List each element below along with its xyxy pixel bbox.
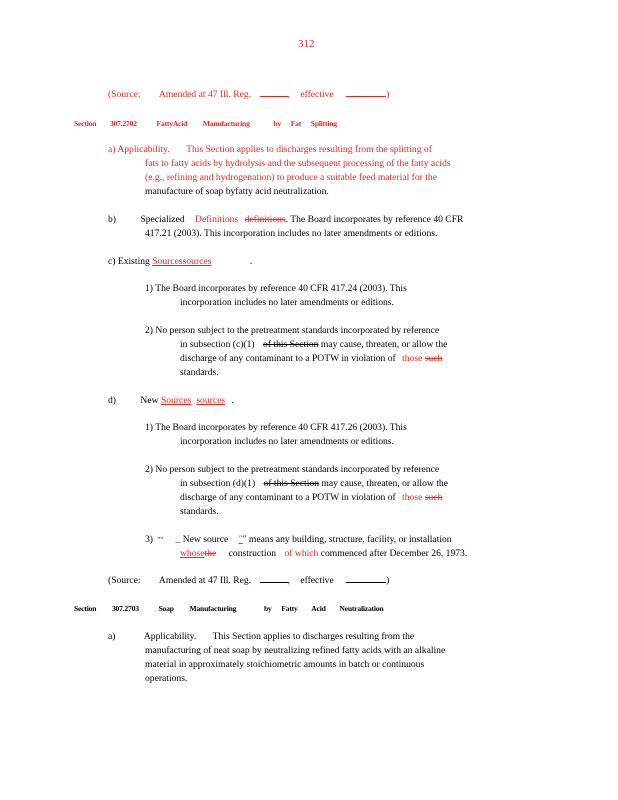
effective-blank [346, 575, 386, 583]
subsection-title: Applicability. [143, 631, 197, 642]
paragraph-line: fats to fatty acids by hydrolysis and the subsequent processing of the fatty acids [145, 158, 451, 169]
paragraph-text: in subsection (c)(1) [180, 339, 255, 350]
section-number: 307.2702 [109, 119, 137, 128]
paragraph-text: may cause, threaten, or allow the [320, 339, 448, 350]
source-comma: , [287, 575, 290, 586]
paragraph-marker: 3) [145, 534, 153, 545]
deleted-quote-mark: "" [157, 536, 164, 544]
paragraph-text: may cause, threaten, or allow the [321, 478, 448, 489]
section-title-part: Manufacturing [189, 604, 237, 613]
section-title-part: Soap [158, 604, 174, 613]
paragraph-line: . The Board incorporates by reference 40 CFR [285, 214, 464, 225]
paragraph-line: operations. [145, 673, 188, 684]
inserted-text: Sources [160, 395, 192, 406]
deleted-text: such [424, 353, 443, 364]
section-title-part: Fatty [281, 604, 298, 613]
source-label: (Source: [108, 89, 141, 100]
paragraph-line: standards. [180, 506, 219, 517]
section-heading-2702 [74, 119, 337, 128]
source-text: Amended at 47 Ill. Reg. [158, 89, 252, 100]
paragraph-text: discharge of any contaminant to a POTW in violation of [180, 353, 396, 364]
paragraph-text: " means any building, structure, facility, or installation [242, 534, 452, 545]
paragraph-line: incorporation includes no later amendments or editions. [180, 297, 394, 308]
paragraph-text: commenced after December 26, 1973. [320, 548, 468, 559]
section-title-part: Acid [311, 604, 326, 613]
source-close: ) [386, 575, 390, 586]
deleted-text: sources [196, 395, 226, 406]
paragraph-line: incorporation includes no later amendments or editions. [180, 436, 394, 447]
paragraph-marker: 2) [145, 464, 153, 475]
paragraph-line: This Section applies to discharges resulting from the [212, 631, 415, 642]
subsection-marker: d) [108, 395, 116, 406]
deleted-text: of this Section [263, 339, 319, 350]
deleted-text: the [204, 548, 217, 559]
register-blank [260, 89, 288, 97]
section-title-part: Splitting [310, 119, 337, 128]
paragraph-text: discharge of any contaminant to a POTW in violation of [180, 492, 396, 503]
inserted-text: Sources [152, 256, 183, 267]
paragraph-text: in subsection (d)(1) [180, 478, 256, 489]
paragraph-line: The Board incorporates by reference 40 CFR 417.26 (2003). This [155, 422, 407, 433]
deleted-text: definitions [244, 214, 286, 225]
paragraph-marker: 1) [145, 422, 153, 433]
register-blank [260, 575, 288, 583]
section-label: Section [74, 604, 97, 613]
paragraph-line: 417.21 (2003). This incorporation includes no later amendments or editions. [145, 228, 438, 239]
section-title-part: Manufacturing [202, 119, 250, 128]
section-heading-2703 [74, 604, 383, 613]
subsection-marker: c) [108, 256, 116, 267]
source-text: Amended at 47 Ill. Reg. [158, 575, 252, 586]
deleted-text: of this Section [263, 478, 319, 489]
paragraph-line: standards. [180, 367, 219, 378]
source-label: (Source: [108, 575, 141, 586]
source-comma: , [287, 89, 290, 100]
source-note-2 [108, 575, 389, 586]
period: . [249, 256, 253, 267]
subsection-marker: b) [108, 214, 116, 225]
subsection-marker: a) [108, 144, 116, 155]
period: . [231, 395, 234, 406]
paragraph-line: No person subject to the pretreatment standards incorporated by reference [155, 464, 440, 475]
subsection-marker: a) [108, 631, 116, 642]
paragraph-line: material in approximately stoichiometric amounts in batch or continuous [145, 659, 425, 670]
section-label: Section [74, 119, 97, 128]
deleted-text: such [424, 492, 443, 503]
inserted-text: those [402, 492, 423, 503]
paragraph-marker: 1) [145, 283, 153, 294]
section-title-part: Neutralization [339, 604, 384, 613]
subsection-d [108, 395, 234, 406]
subsection-c [108, 256, 252, 267]
section-title-part: by [273, 119, 282, 128]
paragraph-line: manufacture of soap byfatty acid neutralization. [145, 186, 329, 197]
section-title-part: Fat [290, 119, 302, 128]
paragraph-line: (e.g., refining and hydrogenation) to produce a suitable feed material for the [145, 172, 437, 183]
paragraph-text: _ New source [175, 534, 229, 545]
source-close: ) [386, 89, 390, 100]
effective-label: effective [300, 89, 334, 100]
inserted-text: whose [180, 548, 205, 559]
paragraph-line: manufacturing of neat soap by neutralizing refined fatty acids with an alkaline [145, 645, 446, 656]
section-title-part: by [263, 604, 272, 613]
word: New [140, 395, 159, 406]
section-number: 307.2703 [111, 604, 139, 613]
effective-blank [346, 89, 386, 97]
paragraph-text: construction [228, 548, 277, 559]
paragraph-marker: 2) [145, 325, 153, 336]
inserted-text: those [402, 353, 423, 364]
effective-label: effective [300, 575, 334, 586]
word: Existing [117, 256, 150, 267]
inserted-quote: " [238, 534, 243, 545]
deleted-text: sources [182, 256, 212, 267]
inserted-text: of which [284, 548, 319, 559]
word: Specialized [140, 214, 185, 225]
page-number: 312 [298, 38, 315, 50]
source-note-1 [108, 89, 389, 100]
section-title-part: FattyAcid [156, 119, 188, 128]
paragraph-line: This Section applies to discharges resulting from the splitting of [186, 144, 432, 155]
paragraph-line: The Board incorporates by reference 40 CFR 417.24 (2003). This [155, 283, 407, 294]
paragraph-line: No person subject to the pretreatment standards incorporated by reference [155, 325, 440, 336]
inserted-text: Definitions [195, 214, 239, 225]
subsection-title: Applicability. [117, 144, 170, 155]
